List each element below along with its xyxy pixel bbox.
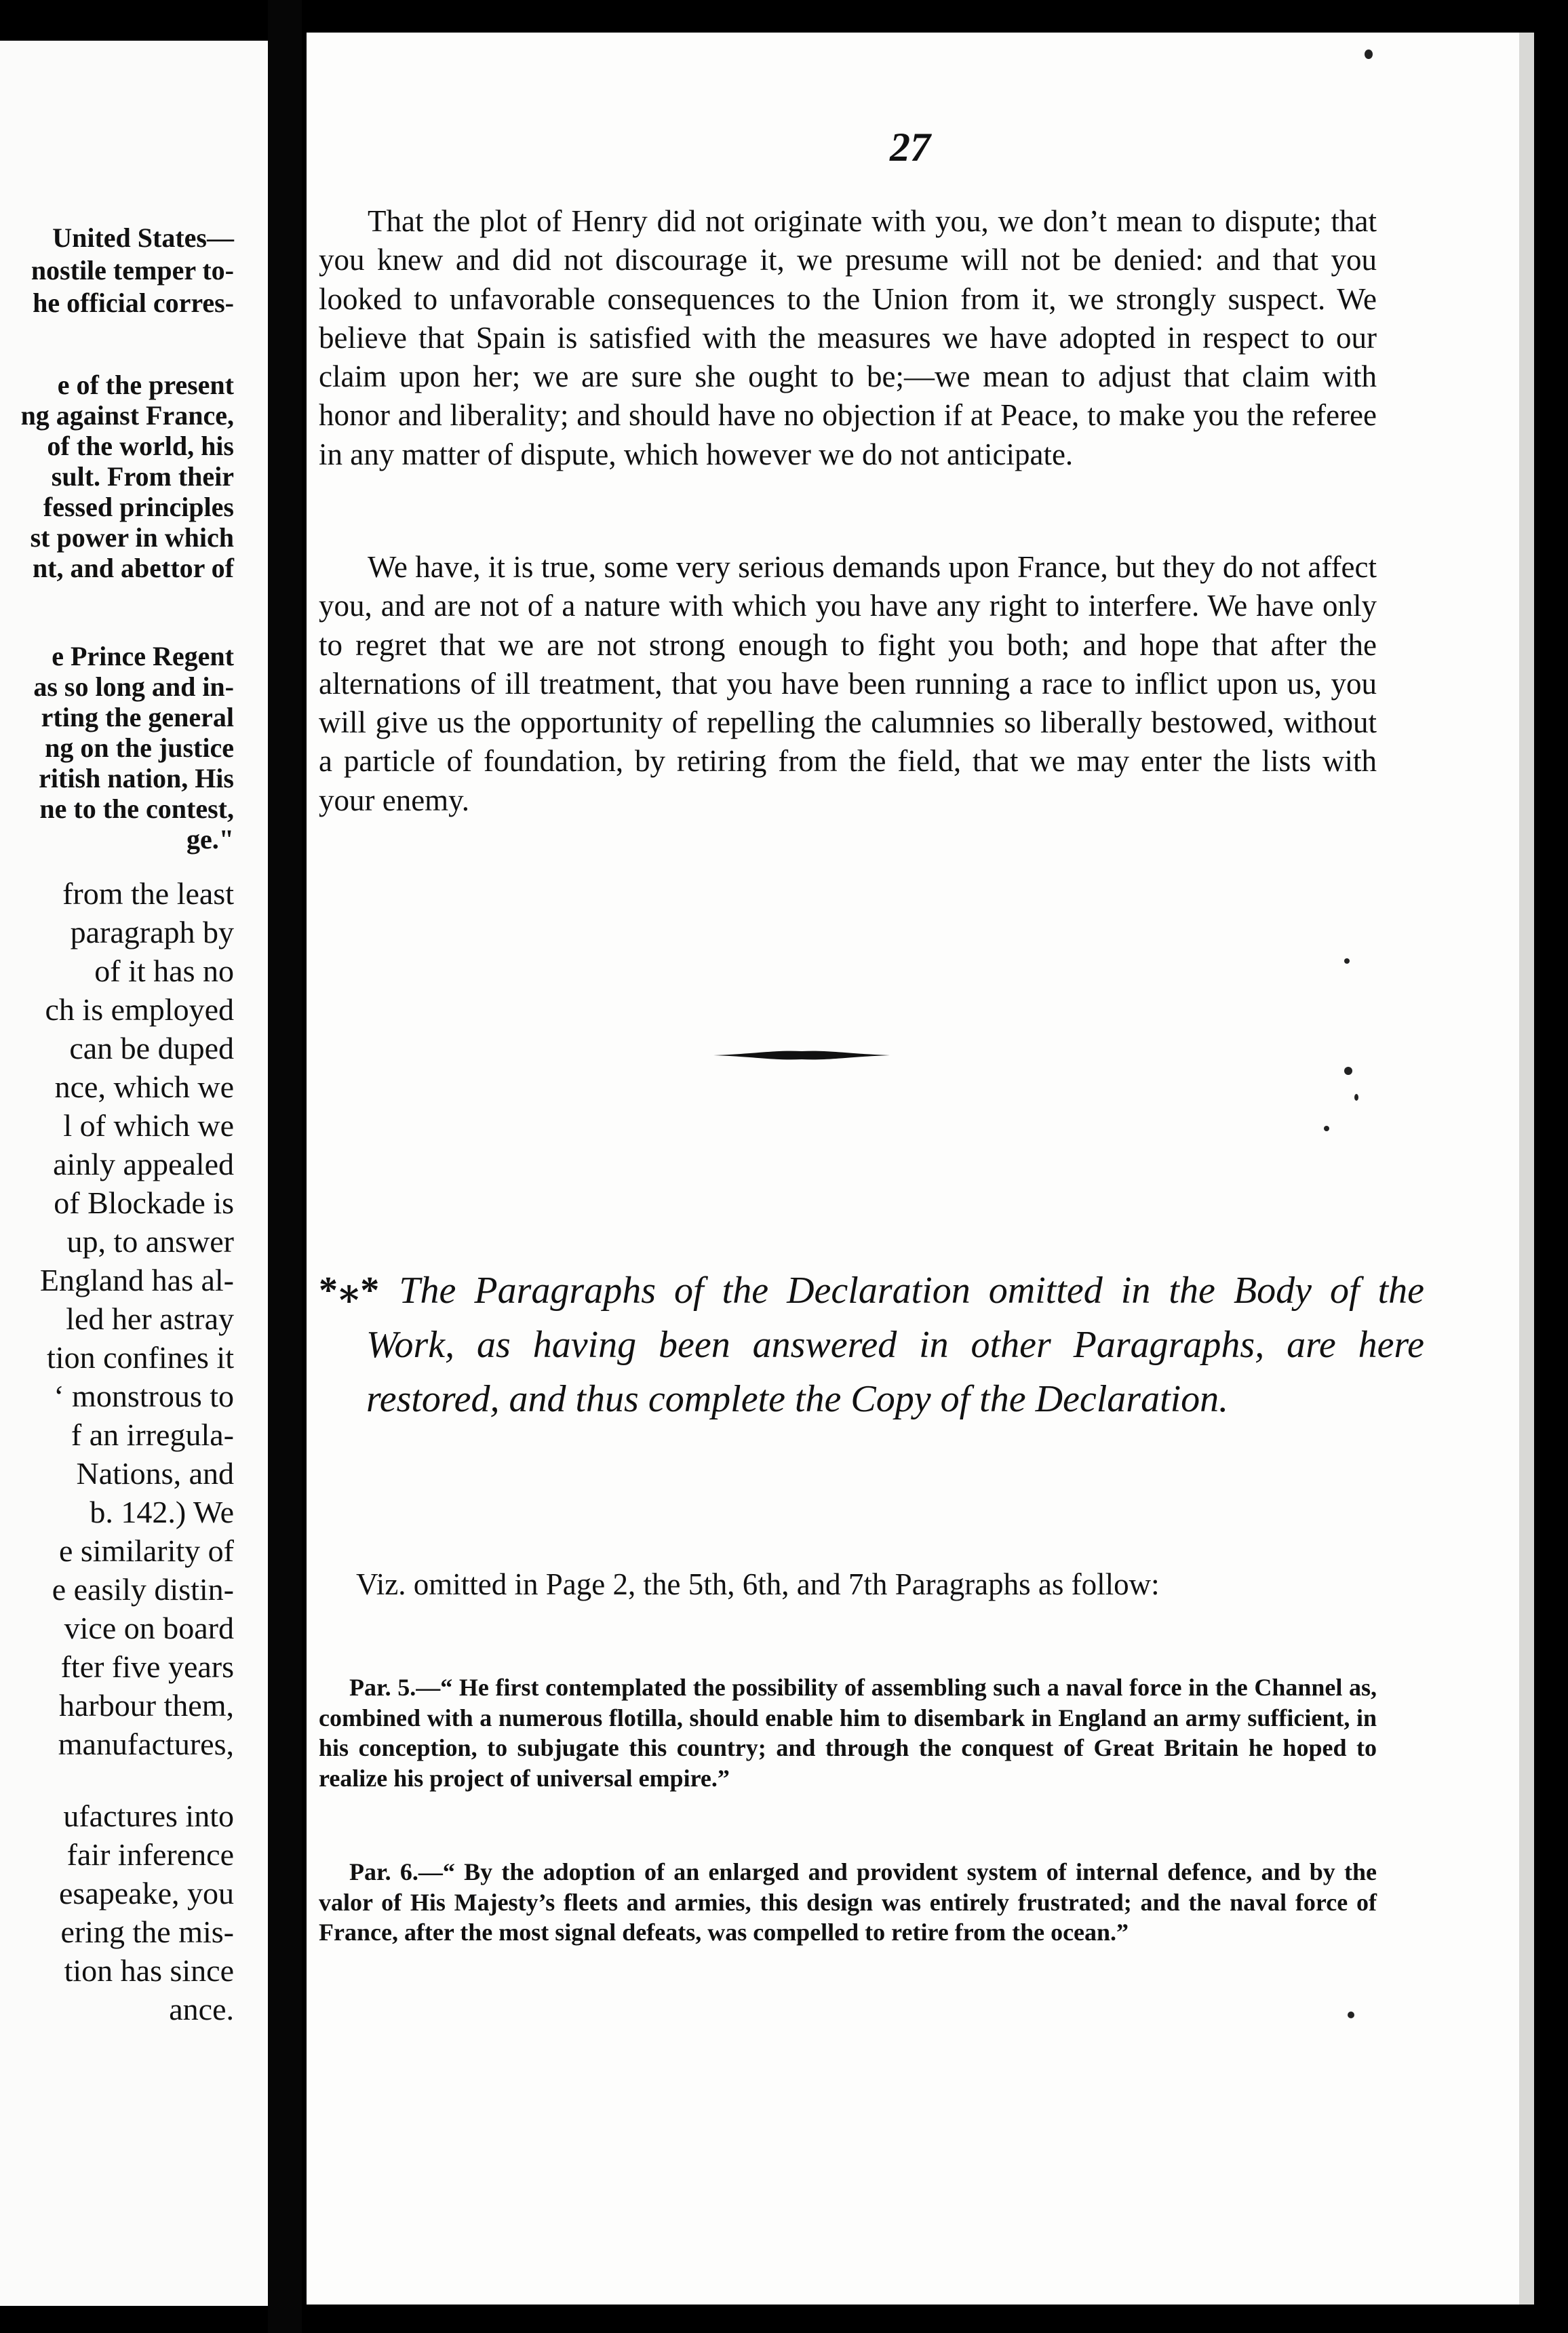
- paragraph-5: [319, 1672, 1377, 1793]
- facing-page-fragment: [0, 41, 268, 2306]
- facing-page-line: ainly appealed: [53, 1147, 234, 1181]
- facing-page-line: b. 142.) We: [90, 1495, 234, 1529]
- facing-page-line: up, to answer: [66, 1224, 234, 1259]
- asterism-marker: *⁎*: [319, 1270, 381, 1312]
- book-gutter: [268, 0, 302, 2333]
- facing-page-line: l of which we: [63, 1108, 234, 1143]
- par5-text: “ He first contemplated the possibility of assembling such a naval force in the Channel as, combined with a numerous flotilla, should enable him to disembark in England an army sufficient, in his conception, to subjugate this country; and through the conquest of Great Britain he hoped to realize his project of universal empire.”: [319, 1674, 1377, 1792]
- facing-page-line: e similarity of: [58, 1533, 234, 1568]
- facing-page-line: ance.: [169, 1992, 234, 2026]
- page-number: 27: [890, 125, 930, 170]
- facing-page-line: sult. From their: [51, 461, 234, 492]
- ink-speck: [1324, 1126, 1329, 1131]
- editorial-note-text: The Paragraphs of the Declaration omitted in the Body of the Work, as having been answered in other Paragraphs, are here restored, and thus complete the Copy of the Declaration.: [366, 1270, 1425, 1420]
- facing-page-line: nce, which we: [54, 1070, 234, 1104]
- facing-page-line: e easily distin-: [52, 1572, 234, 1607]
- ink-speck: [1344, 958, 1350, 964]
- ink-speck: [1365, 50, 1373, 59]
- facing-page-line: paragraph by: [70, 915, 234, 949]
- par5-label: Par. 5.—: [349, 1674, 441, 1701]
- facing-page-line: ritish nation, His: [39, 763, 234, 793]
- facing-page-line: ne to the contest,: [39, 793, 234, 824]
- facing-page-line: ge.": [187, 824, 234, 855]
- ink-speck: [1354, 1094, 1358, 1101]
- ink-speck: [1348, 2012, 1354, 2018]
- facing-page-line: Nations, and: [76, 1456, 234, 1491]
- facing-page-line: as so long and in-: [33, 671, 234, 702]
- facing-page-line: he official corres-: [33, 288, 234, 318]
- paragraph-6: [319, 1857, 1377, 1948]
- paragraph-henry-plot: That the plot of Henry did not originate with you, we don’t mean to dispute; that you knew and did not discourage it, we presume will not be denied: and that you looked to unfavorable consequences to the Union from it, we strongly suspect. We believe that Spain is satisfied with the measures we have adopted in respect to our claim upon her; we are sure she ought to be;—we mean to adjust that claim with honor and liberality; and should have no objection if at Peace, to make you the referee in any matter of dispute, which however we do not anticipate.: [319, 204, 1377, 471]
- facing-page-line: ch is employed: [45, 992, 234, 1027]
- facing-page-line: from the least: [62, 876, 234, 911]
- facing-page-line: f an irregula-: [71, 1417, 234, 1452]
- facing-page-line: fter five years: [60, 1649, 234, 1684]
- facing-page-line: of it has no: [94, 954, 234, 988]
- facing-page-line: fessed principles: [43, 492, 234, 522]
- facing-page-line: ufactures into: [63, 1799, 234, 1833]
- facing-page-line: harbour them,: [58, 1688, 234, 1723]
- facing-page-line: st power in which: [30, 522, 234, 553]
- facing-page-line: fair inference: [66, 1837, 234, 1872]
- section-divider-ornament: [713, 1043, 890, 1067]
- facing-page-line: tion confines it: [47, 1340, 234, 1375]
- facing-page-line: ‘ monstrous to: [54, 1379, 234, 1413]
- facing-page-line: rting the general: [41, 702, 234, 732]
- facing-page-line: vice on board: [64, 1611, 234, 1645]
- paragraph-demands-upon-france: We have, it is true, some very serious demands upon France, but they do not affect you, and are not of a nature with which you have any right to interfere. We have only to regret that we are not strong enough to fight you both; and hope that after the alternations of ill treatment, that you have been running a race to inflict upon us, you will give us the opportunity of repelling the calumnies so liberally bestowed, without a particle of foundation, by retiring from the field, that we may enter the lists with your enemy.: [319, 550, 1377, 817]
- facing-page-line: of the world, his: [47, 431, 234, 461]
- viz-line: Viz. omitted in Page 2, the 5th, 6th, and 7th Paragraphs as follow:: [356, 1567, 1160, 1601]
- facing-page-line: ering the mis-: [60, 1915, 234, 1949]
- facing-page-line: nt, and abettor of: [32, 553, 234, 583]
- facing-page-line: ng on the justice: [45, 732, 234, 763]
- facing-page-line: manufactures,: [58, 1727, 234, 1761]
- facing-page-line: led her astray: [66, 1301, 234, 1336]
- facing-page-line: tion has since: [64, 1953, 234, 1988]
- ink-speck: [1344, 1067, 1352, 1075]
- facing-page-line: nostile temper to-: [31, 255, 234, 286]
- facing-page-line: ng against France,: [20, 400, 234, 431]
- facing-page-line: e Prince Regent: [52, 641, 234, 671]
- par6-text: “ By the adoption of an enlarged and provident system of internal defence, and by the valor of His Majesty’s fleets and armies, this design was entirely frustrated; and the naval force of France, after the most signal defeats, was compelled to retire from the ocean.”: [319, 1858, 1377, 1946]
- facing-page-line: England has al-: [39, 1263, 234, 1297]
- facing-page-line: can be duped: [69, 1031, 234, 1065]
- facing-page-line: esapeake, you: [59, 1876, 234, 1910]
- page-edge: [1519, 33, 1534, 2305]
- facing-page-line: of Blockade is: [54, 1185, 234, 1220]
- par6-label: Par. 6.—: [349, 1858, 443, 1885]
- facing-page-line: United States—: [52, 222, 234, 253]
- editorial-note: [319, 1263, 1424, 1426]
- page-27: [307, 33, 1534, 2305]
- facing-page-line: e of the present: [57, 370, 234, 400]
